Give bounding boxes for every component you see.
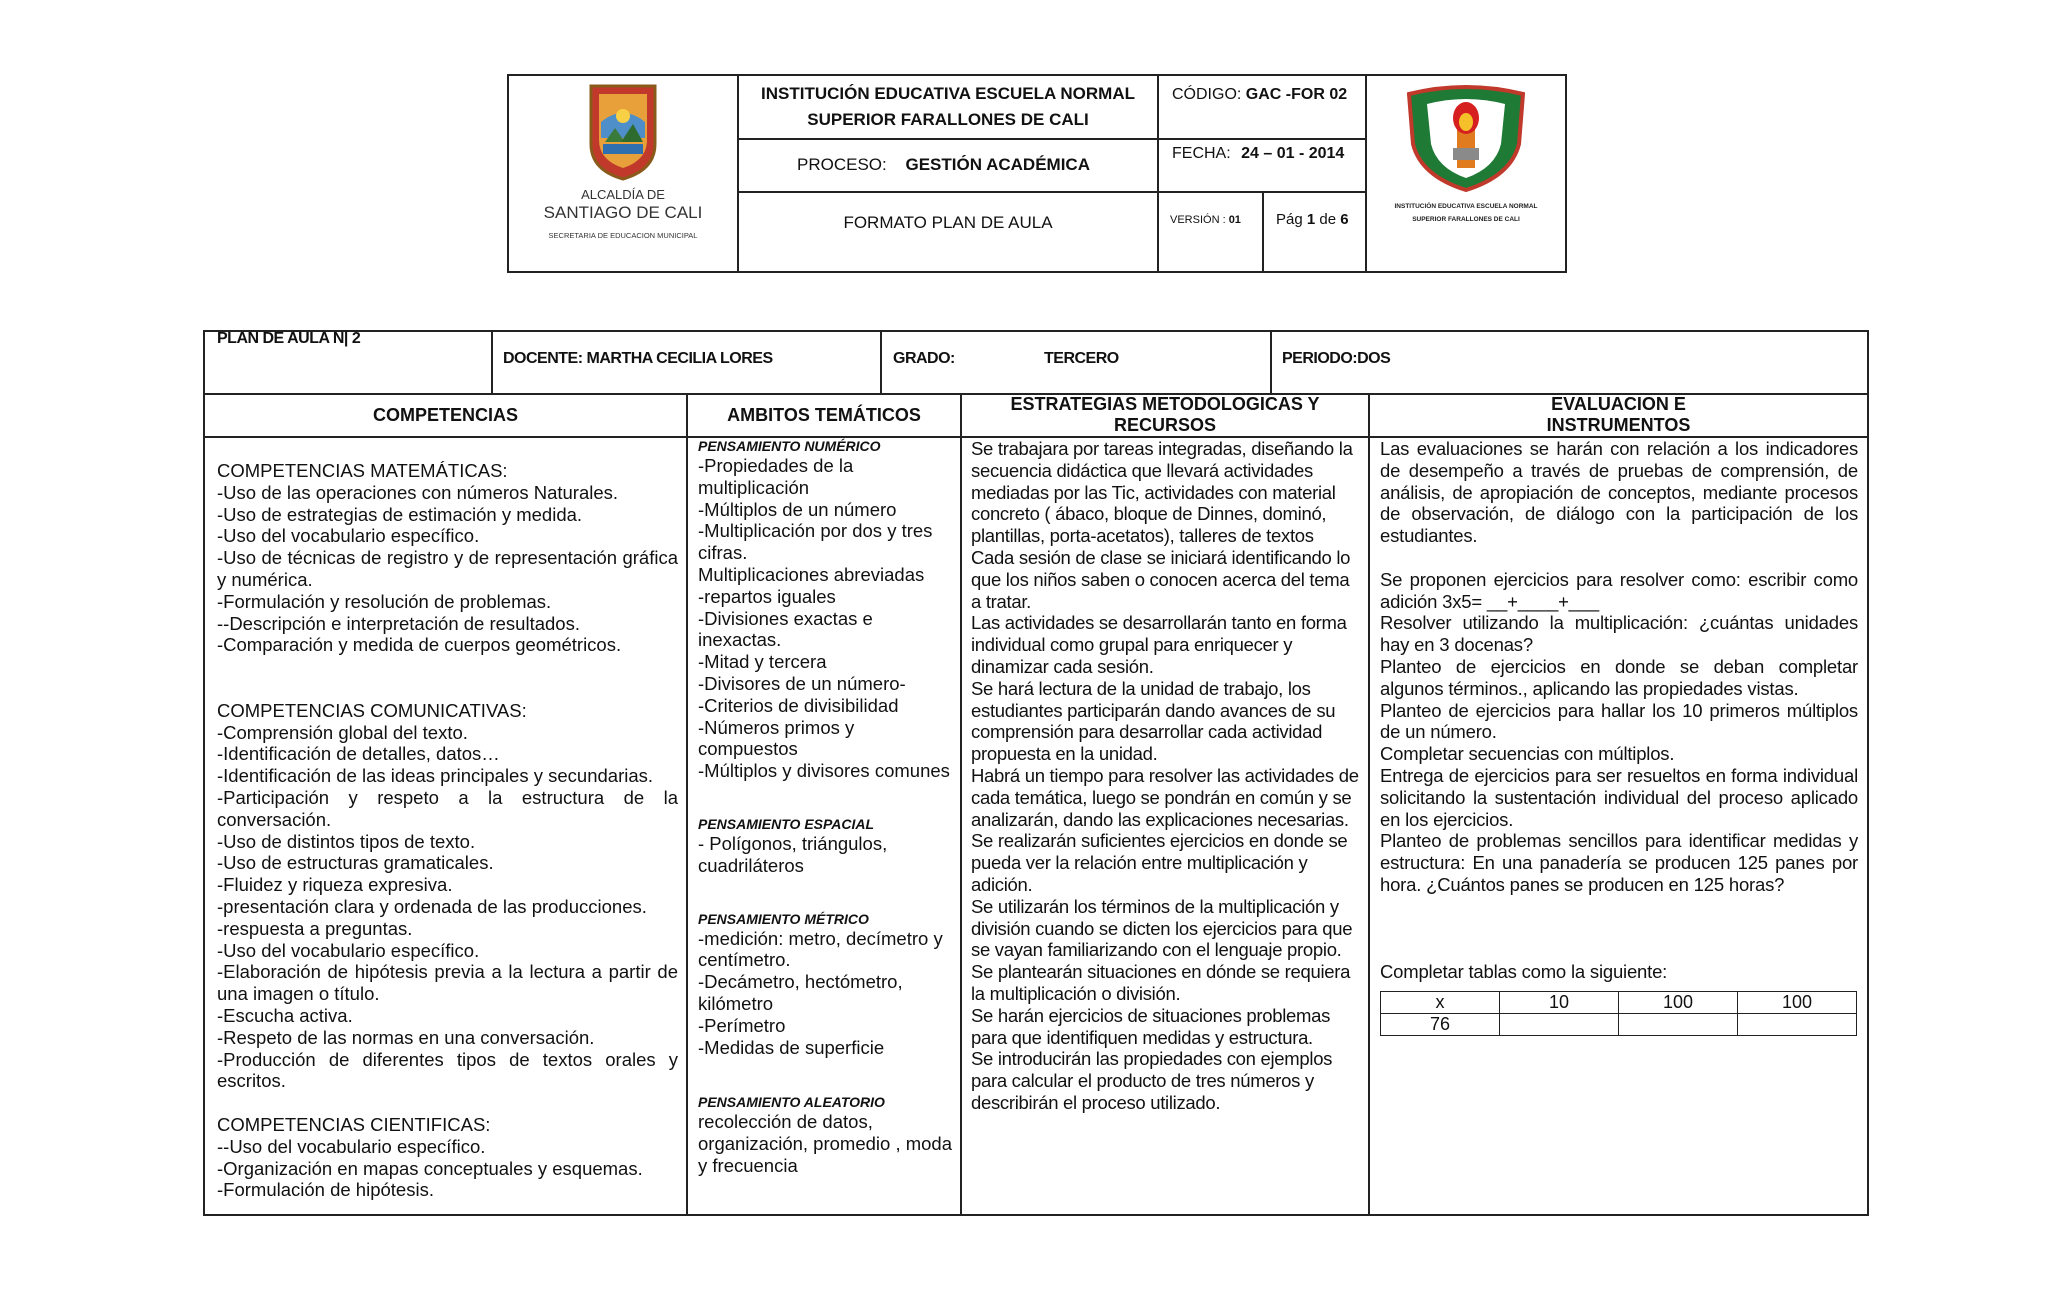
cali-coat-of-arms-icon (585, 82, 661, 182)
evaluacion-column (1380, 438, 1858, 983)
list-item: -Elaboración de hipótesis previa a la lectura a partir de una imagen o título. (217, 961, 678, 1005)
list-item: -medición: metro, decímetro y centímetro. (698, 927, 943, 971)
list-item: -Participación y respeto a la estructura de la conversación. (217, 786, 678, 830)
list-item: -Medidas de superficie (698, 1036, 885, 1058)
list-item: -Divisores de un número- (698, 672, 906, 694)
list-item: recolección de datos, organización, promedio , moda y frecuencia (698, 1111, 953, 1176)
list-item: -Decámetro, hectómetro, kilómetro (698, 971, 903, 1014)
list-item: Entrega de ejercicios para ser resueltos en forma individual solicitando la sustentación individual del proceso aplicado en los ejercicios. (1380, 764, 1858, 830)
alcaldia-logo (509, 76, 737, 271)
table-caption: Completar tablas como la siguiente: (1380, 960, 1668, 982)
list-item: --Uso del vocabulario específico. (217, 1135, 486, 1157)
grado-value: TERCERO (1044, 350, 1119, 367)
header-evaluacion: EVALUACION E INSTRUMENTOS (1546, 393, 1691, 435)
list-item: -Comparación y medida de cuerpos geométricos. (217, 634, 622, 656)
list-item: -Multiplicación por dos y tres cifras. (698, 520, 933, 564)
table-cell: 100 (1619, 992, 1738, 1014)
comp-mat-heading: COMPETENCIAS MATEMÁTICAS: (217, 460, 508, 481)
competencias-column (217, 460, 678, 1201)
list-item: Se hará lectura de la unidad de trabajo, los estudiantes participarán dando avances de su comprensión para desarrollar cada actividad propuesta en la unidad. (971, 677, 1336, 765)
comp-cien-heading: COMPETENCIAS CIENTIFICAS: (217, 1113, 491, 1135)
list-item: -Organización en mapas conceptuales y esquemas. (217, 1157, 643, 1179)
list-item: Se introducirán las propiedades con ejemplos para calcular el producto de tres números y describirán el proceso utilizado. (971, 1048, 1333, 1113)
list-item: -Mitad y tercera (698, 651, 827, 673)
list-item: -respuesta a preguntas. (217, 917, 413, 939)
institution-name: INSTITUCIÓN EDUCATIVA ESCUELA NORMAL SUPERIOR FARALLONES DE CALI (761, 84, 1135, 129)
list-item: -Comprensión global del texto. (217, 721, 468, 743)
list-item: -Uso de distintos tipos de texto. (217, 830, 476, 852)
school-logo-line1: INSTITUCIÓN EDUCATIVA ESCUELA NORMAL (1394, 203, 1538, 210)
plan-number: PLAN DE AULA N| 2 (217, 330, 361, 347)
list-item: Completar secuencias con múltiplos. (1380, 743, 1675, 765)
header-estrategias: ESTRATEGIAS METODOLOGICAS Y RECURSOS (1010, 393, 1320, 435)
list-item: -Criterios de divisibilidad (698, 694, 899, 716)
fecha-cell: FECHA: 24 – 01 - 2014 (1172, 145, 1345, 162)
list-item: Las actividades se desarrollarán tanto en forma individual como grupal para enriquecer y dinamizar cada sesión. (971, 612, 1347, 677)
pens-aleatorio-heading: PENSAMIENTO ALEATORIO (698, 1094, 885, 1111)
list-item: --Descripción e interpretación de resultados. (217, 612, 580, 634)
list-item: -Números primos y compuestos (698, 716, 855, 760)
school-logo-line2: SUPERIOR FARALLONES DE CALI (1412, 216, 1520, 223)
table-cell (1500, 1014, 1619, 1036)
list-item: -Escucha activa. (217, 1004, 353, 1026)
list-item: -Producción de diferentes tipos de textos orales y escritos. (217, 1048, 678, 1092)
list-item: Planteo de problemas sencillos para identificar medidas y estructura: En una panadería se producen 125 panes por hora. ¿Cuántos panes se producen en 125 horas? (1380, 830, 1858, 895)
list-item: Planteo de ejercicios para hallar los 10 primeros múltiplos de un número. (1380, 699, 1858, 743)
estrategias-column (971, 438, 1361, 1114)
pens-metrico-heading: PENSAMIENTO MÉTRICO (698, 910, 869, 927)
table-row (1381, 992, 1857, 1014)
list-item: Se proponen ejercicios para resolver como: escribir como adición 3x5= __+____+___ (1380, 568, 1858, 612)
list-item: -Múltiplos de un número (698, 498, 897, 520)
ambitos-column (698, 438, 956, 1177)
list-item: -Perímetro (698, 1014, 786, 1036)
list-item: -presentación clara y ordenada de las producciones. (217, 895, 647, 917)
list-item: Multiplicaciones abreviadas (698, 563, 925, 585)
list-item: -Uso del vocabulario específico. (217, 525, 480, 547)
list-item: Habrá un tiempo para resolver las actividades de cada temática, luego se pondrán en común y se analizarán, dando las explicaciones necesarias. (971, 764, 1359, 830)
list-item: Se realizarán suficientes ejercicios en donde se pueda ver la relación entre multiplicación y adición. (971, 830, 1348, 895)
comp-com-heading: COMPETENCIAS COMUNICATIVAS: (217, 699, 527, 721)
codigo-cell: CÓDIGO: GAC -FOR 02 (1172, 86, 1348, 103)
table-cell: 10 (1500, 992, 1619, 1014)
list-item: -Identificación de detalles, datos… (217, 743, 500, 765)
table-cell: 76 (1381, 1014, 1500, 1036)
table-cell: 100 (1738, 992, 1857, 1014)
grado-label: GRADO: (893, 350, 955, 367)
list-item: Resolver utilizando la multiplicación: ¿cuántas unidades hay en 3 docenas? (1380, 612, 1858, 656)
list-item: Se utilizarán los términos de la multiplicación y división cuando se dicten los ejercicios para que se vayan familiarizando con el lenguaje propio. (971, 895, 1353, 961)
list-item: -Divisiones exactas e inexactas. (698, 607, 873, 651)
list-item: -Formulación de hipótesis. (217, 1179, 434, 1201)
list-item: Se harán ejercicios de situaciones problemas para que identifiquen medidas y estructura. (971, 1004, 1331, 1048)
page-number-cell: Pág 1 de 6 (1276, 211, 1349, 228)
list-item: -Propiedades de la multiplicación (698, 455, 854, 498)
evaluacion-intro: Las evaluaciones se harán con relación a los indicadores de desempeño a través de pruebas de comprensión, de análisis, de apropiación de conceptos, mediante procesos de observación, de diálogo con la participación de los estudiantes. (1380, 438, 1858, 547)
header-ambitos: AMBITOS TEMÁTICOS (727, 405, 921, 425)
list-item: - Polígonos, triángulos, cuadriláteros (698, 832, 888, 876)
proceso-cell: PROCESO: GESTIÓN ACADÉMICA (797, 155, 1090, 174)
list-item: Planteo de ejercicios en donde se deban completar algunos términos., aplicando las propiedades vistas. (1380, 655, 1858, 699)
list-item: -Formulación y resolución de problemas. (217, 590, 552, 612)
list-item: -Múltiplos y divisores comunes (698, 760, 950, 782)
table-cell: x (1381, 992, 1500, 1014)
docente: DOCENTE: MARTHA CECILIA LORES (503, 350, 773, 367)
alcaldia-line2: SANTIAGO DE CALI (543, 203, 703, 222)
list-item: Cada sesión de clase se iniciará identificando lo que los niños saben o conocen acerca del tema a tratar. (971, 546, 1351, 612)
normal-school-logo (1367, 76, 1565, 271)
alcaldia-line1: ALCALDÍA DE (581, 187, 665, 202)
list-item: -Uso del vocabulario específico. (217, 939, 480, 961)
school-shield-icon (1401, 84, 1531, 194)
table-cell (1619, 1014, 1738, 1036)
header-competencias: COMPETENCIAS (372, 405, 518, 425)
version-cell: VERSIÓN : 01 (1170, 214, 1241, 226)
formato-cell: FORMATO PLAN DE AULA (843, 213, 1053, 232)
list-item: -Fluidez y riqueza expresiva. (217, 874, 453, 896)
alcaldia-line3: SECRETARIA DE EDUCACION MUNICIPAL (548, 231, 698, 240)
list-item: -repartos iguales (698, 585, 836, 607)
list-item: -Uso de las operaciones con números Naturales. (217, 481, 619, 503)
table-row (1381, 1014, 1857, 1036)
list-item: Se plantearán situaciones en dónde se requiera la multiplicación o división. (971, 961, 1351, 1004)
list-item: Se trabajara por tareas integradas, diseñando la secuencia didáctica que llevará actividades mediadas por las Tic, actividades con material concreto ( ábaco, bloque de Dinnes, dominó, plantillas, porta-acetatos), talleres de textos (971, 438, 1353, 547)
list-item: -Uso de estrategias de estimación y medida. (217, 503, 583, 525)
list-item: -Uso de técnicas de registro y de representación gráfica y numérica. (217, 547, 678, 590)
pens-numerico-heading: PENSAMIENTO NUMÉRICO (698, 438, 881, 454)
list-item: -Uso de estructuras gramaticales. (217, 852, 494, 874)
periodo: PERIODO:DOS (1282, 350, 1391, 367)
table-cell (1738, 1014, 1857, 1036)
pens-espacial-heading: PENSAMIENTO ESPACIAL (698, 815, 875, 832)
multiplication-table (1380, 991, 1857, 1036)
list-item: -Respeto de las normas en una conversación. (217, 1026, 595, 1048)
list-item: -Identificación de las ideas principales y secundarias. (217, 765, 654, 787)
